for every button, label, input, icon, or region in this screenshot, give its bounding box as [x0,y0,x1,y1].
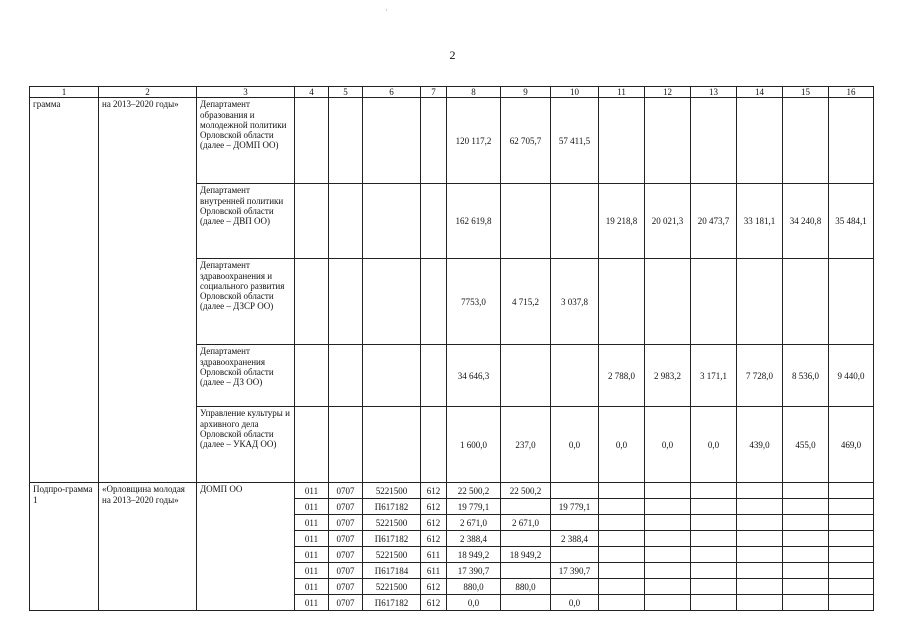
amount-cell: 3 171,1 [691,345,737,407]
amount-cell: 18 949,2 [447,547,501,563]
code-cell: 011 [295,563,329,579]
col-header: 4 [295,87,329,98]
amount-cell [645,259,691,345]
program-label: грамма [30,98,99,483]
col-header: 8 [447,87,501,98]
amount-cell [551,515,599,531]
amount-cell: 19 779,1 [551,499,599,515]
code-cell: 612 [421,595,447,611]
amount-cell: 439,0 [737,407,783,483]
amount-cell: 469,0 [829,407,874,483]
amount-cell [551,345,599,407]
amount-cell: 120 117,2 [447,98,501,184]
subprogram-label: Подпро-грамма 1 [30,483,99,611]
subprogram-title: «Орловщина молодая на 2013–2020 годы» [99,483,197,611]
department-name: Департамент образования и молодежной политики Орловской области (далее – ДОМП ОО) [197,98,295,184]
amount-cell: 20 021,3 [645,184,691,259]
amount-cell: 35 484,1 [829,184,874,259]
amount-cell [737,98,783,184]
amount-cell: 7 728,0 [737,345,783,407]
amount-cell [599,259,645,345]
amount-cell: 162 619,8 [447,184,501,259]
amount-cell: 0,0 [447,595,501,611]
code-cell: 0707 [329,595,363,611]
code-cell: 612 [421,531,447,547]
col-header: 12 [645,87,691,98]
amount-cell: 34 646,3 [447,345,501,407]
amount-cell: 2 388,4 [551,531,599,547]
code-cell: 0707 [329,515,363,531]
page-number: 2 [449,48,456,62]
amount-cell [829,259,874,345]
amount-cell: 19 779,1 [447,499,501,515]
col-header: 5 [329,87,363,98]
col-header: 7 [421,87,447,98]
code-cell: П617182 [363,499,421,515]
code-cell: 612 [421,579,447,595]
amount-cell [551,483,599,499]
amount-cell: 17 390,7 [447,563,501,579]
amount-cell: 7753,0 [447,259,501,345]
amount-cell [501,345,551,407]
amount-cell [551,547,599,563]
amount-cell: 8 536,0 [783,345,829,407]
amount-cell: 0,0 [551,407,599,483]
code-cell: 011 [295,515,329,531]
col-header: 9 [501,87,551,98]
amount-cell [829,98,874,184]
amount-cell: 33 181,1 [737,184,783,259]
amount-cell [645,98,691,184]
code-cell: 0707 [329,499,363,515]
department-name: Департамент внутренней политики Орловской области (далее – ДВП ОО) [197,184,295,259]
code-cell: 0707 [329,547,363,563]
amount-cell: 880,0 [501,579,551,595]
amount-cell: 880,0 [447,579,501,595]
code-cell: П617182 [363,595,421,611]
amount-cell [691,98,737,184]
code-cell: 612 [421,483,447,499]
amount-cell: 2 788,0 [599,345,645,407]
amount-cell: 0,0 [551,595,599,611]
amount-cell [783,98,829,184]
amount-cell [501,595,551,611]
amount-cell [501,531,551,547]
code-cell: 011 [295,595,329,611]
code-cell: 5221500 [363,547,421,563]
amount-cell: 22 500,2 [501,483,551,499]
code-cell: 011 [295,499,329,515]
amount-cell: 62 705,7 [501,98,551,184]
code-cell: 5221500 [363,515,421,531]
subprogram-department: ДОМП ОО [197,483,295,611]
col-header: 3 [197,87,295,98]
amount-cell: 20 473,7 [691,184,737,259]
code-cell: 0707 [329,483,363,499]
amount-cell: 2 388,4 [447,531,501,547]
amount-cell: 455,0 [783,407,829,483]
amount-cell [551,184,599,259]
code-cell: 611 [421,563,447,579]
code-cell: 0707 [329,531,363,547]
code-cell: 612 [421,515,447,531]
amount-cell: 18 949,2 [501,547,551,563]
amount-cell [551,579,599,595]
col-header: 2 [99,87,197,98]
amount-cell [501,184,551,259]
code-cell: П617184 [363,563,421,579]
amount-cell [501,563,551,579]
amount-cell: 0,0 [599,407,645,483]
department-name: Управление культуры и архивного дела Орловской области (далее – УКАД ОО) [197,407,295,483]
col-header: 16 [829,87,874,98]
department-name: Департамент здравоохранения Орловской области (далее – ДЗ ОО) [197,345,295,407]
amount-cell: 9 440,0 [829,345,874,407]
amount-cell [599,98,645,184]
code-cell: 011 [295,531,329,547]
amount-cell [783,259,829,345]
amount-cell: 19 218,8 [599,184,645,259]
column-number-row [30,87,874,98]
amount-cell: 0,0 [691,407,737,483]
code-cell: П617182 [363,531,421,547]
table-row [30,483,874,499]
amount-cell: 0,0 [645,407,691,483]
code-cell: 612 [421,499,447,515]
amount-cell [501,499,551,515]
amount-cell: 34 240,8 [783,184,829,259]
code-cell: 5221500 [363,579,421,595]
amount-cell: 237,0 [501,407,551,483]
scan-speck: · [385,6,388,15]
col-header: 15 [783,87,829,98]
amount-cell: 2 671,0 [447,515,501,531]
col-header: 11 [599,87,645,98]
amount-cell: 4 715,2 [501,259,551,345]
col-header: 10 [551,87,599,98]
amount-cell: 2 983,2 [645,345,691,407]
code-cell: 0707 [329,579,363,595]
amount-cell [737,259,783,345]
code-cell: 5221500 [363,483,421,499]
code-cell: 0707 [329,563,363,579]
amount-cell: 22 500,2 [447,483,501,499]
department-name: Департамент здравоохранения и социального развития Орловской области (далее – ДЗСР ОО) [197,259,295,345]
program-period: на 2013–2020 годы» [99,98,197,483]
col-header: 13 [691,87,737,98]
budget-table [29,86,874,611]
col-header: 14 [737,87,783,98]
code-cell: 611 [421,547,447,563]
amount-cell: 17 390,7 [551,563,599,579]
amount-cell: 3 037,8 [551,259,599,345]
amount-cell: 1 600,0 [447,407,501,483]
amount-cell [691,259,737,345]
table-row [30,98,874,184]
code-cell: 011 [295,483,329,499]
code-cell: 011 [295,547,329,563]
col-header: 1 [30,87,99,98]
amount-cell: 57 411,5 [551,98,599,184]
col-header: 6 [363,87,421,98]
amount-cell: 2 671,0 [501,515,551,531]
code-cell: 011 [295,579,329,595]
